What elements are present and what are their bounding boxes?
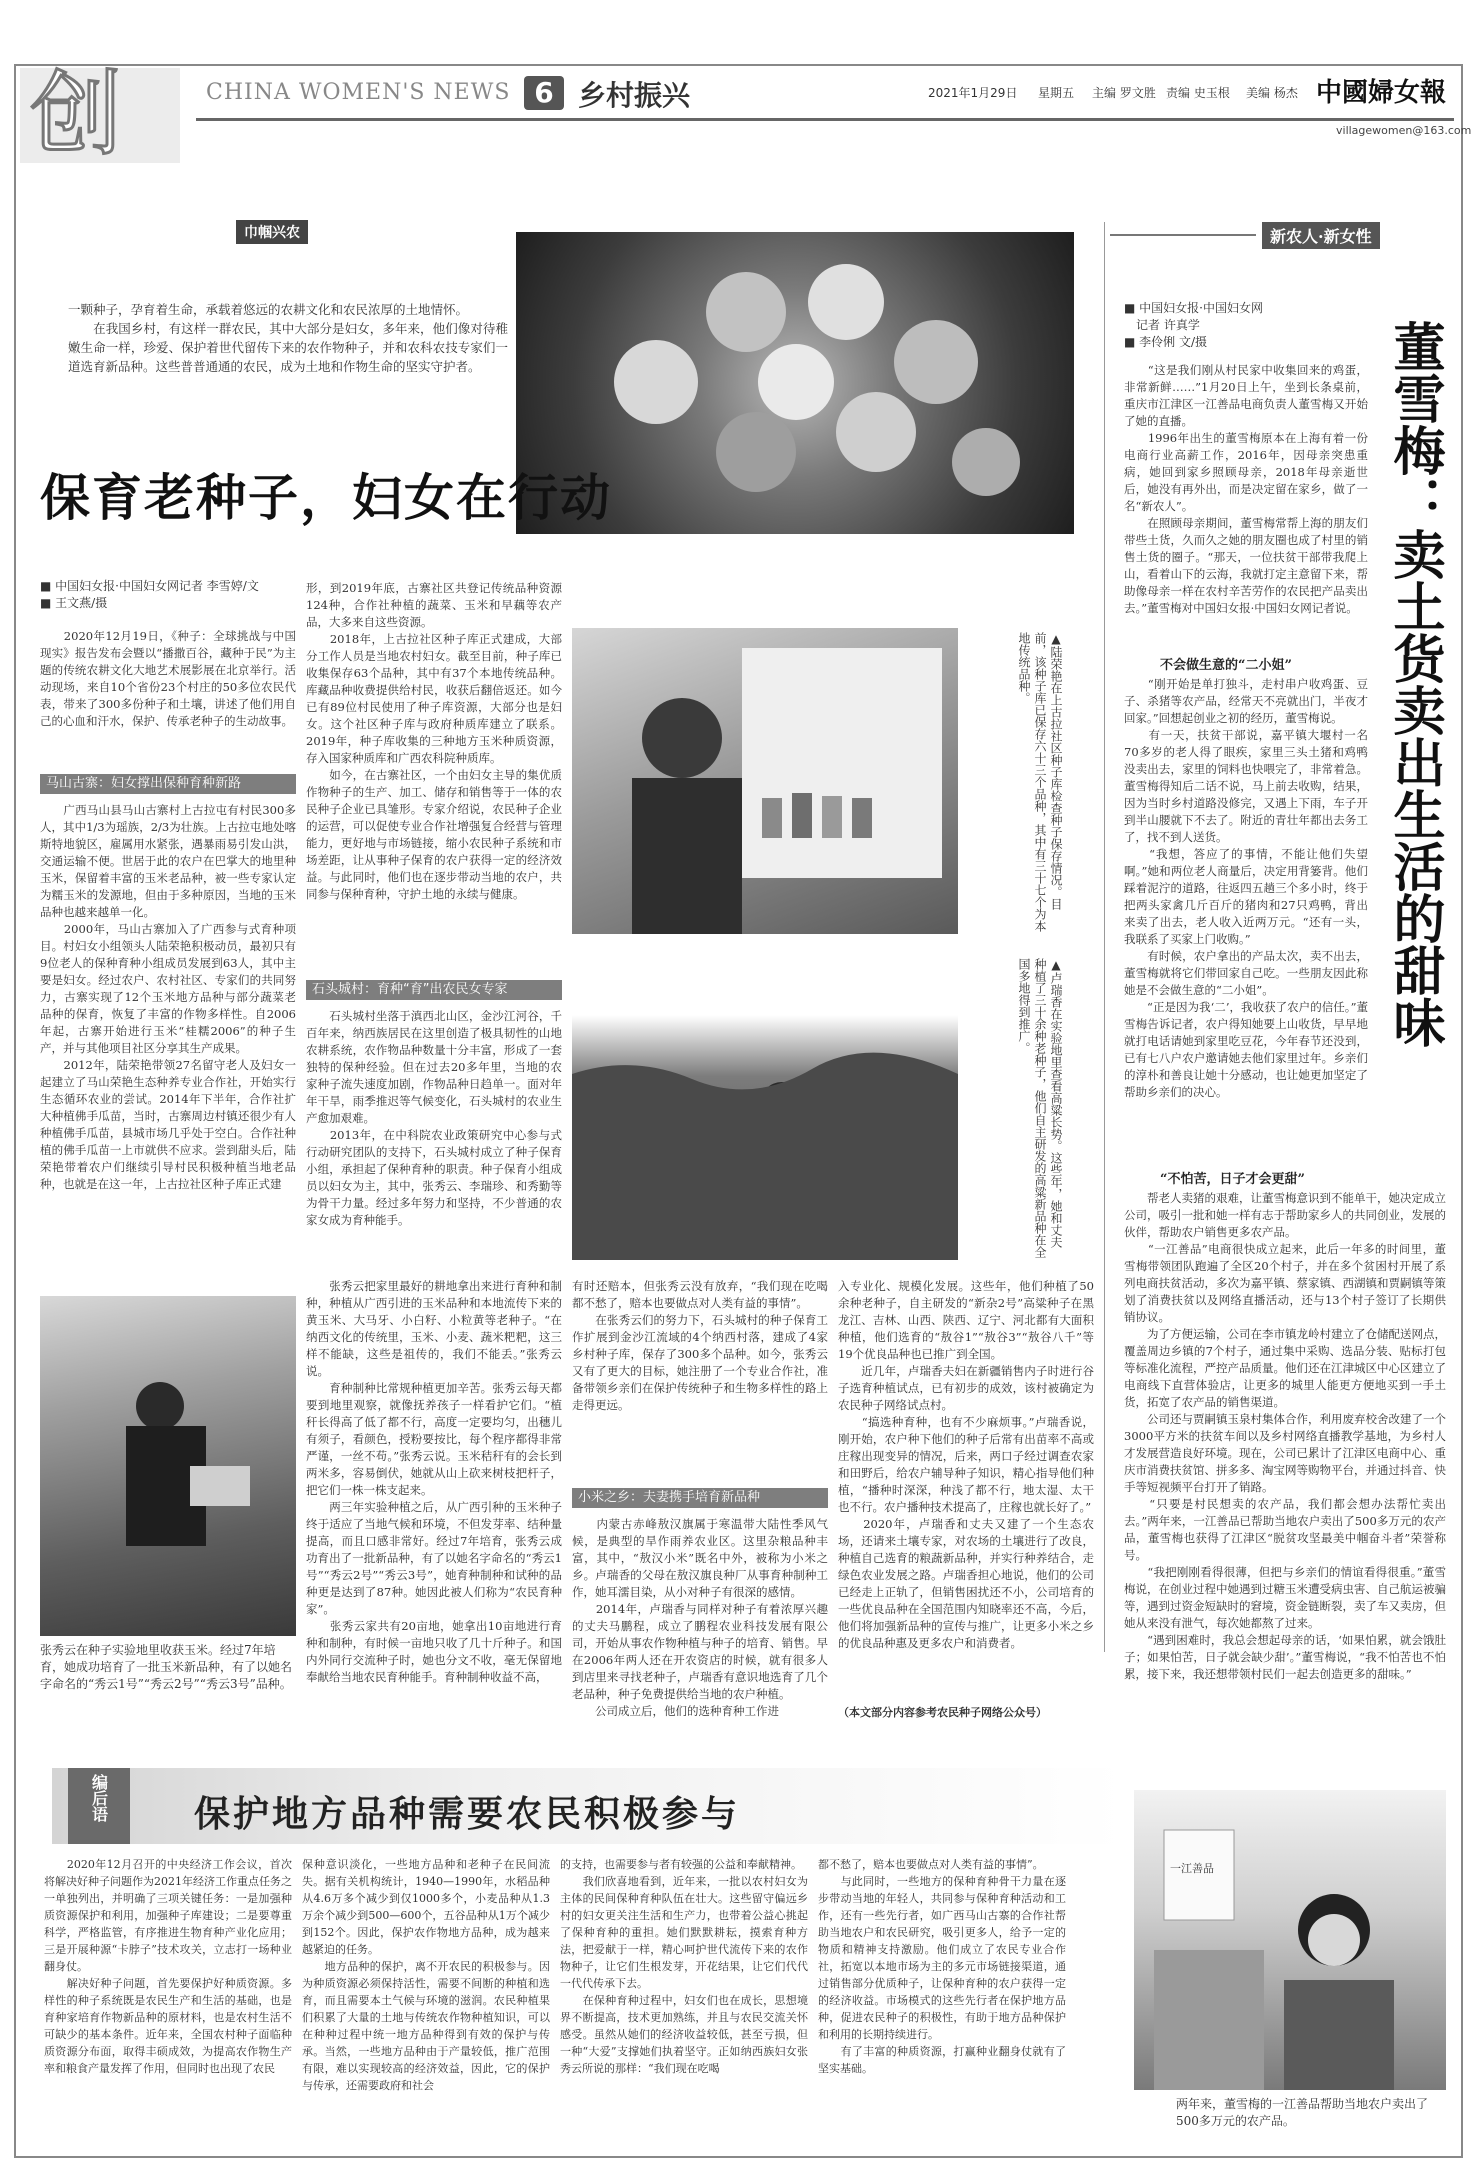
caption-sorghum: ▲卢瑞香在实验地里查看高粱长势。这些年，她和丈夫种植了三十余种老种子，他们自主研发的高粱新品种在全国多地得到推广。: [1017, 958, 1063, 1258]
byline-left: ■ 中国妇女报·中国妇女网记者 李雪婷/文 ■ 王文燕/摄: [40, 579, 259, 610]
page-number: 6: [534, 76, 554, 109]
right-column-rule: [1104, 222, 1105, 1652]
right-subhead-1: 不会做生意的“二小姐”: [1160, 658, 1292, 673]
sorghum-illustration: [572, 954, 958, 1260]
article-col2-p2: 石头城村坐落于滇西北山区，金沙江河谷，千百年来，纳西族居民在这里创造了极具韧性的山地农耕系统，农作物品种数量十分丰富，形成了一套独特的保种经验。但在过去20多年里，当地的农家种子流失速度加剧，作物品种日趋单一。面对年年干旱，雨季推迟等气候变化，石头城村的农业生产愈加艰难。 2013年，在中科院农业政策研究中心参与式行动研究团队的支持下，石头城村成立了种子保育小组，承担起了保种育种的职责。种子保育小组成员以妇女为主，其中，张秀云、李瑞珍、和秀勤等为骨干力量。经过多年努力和坚持，不少普通的农家女成为育种能手。: [306, 1009, 562, 1227]
section-email: villagewomen@163.com: [1336, 124, 1472, 137]
editorial-banner: [52, 1768, 1124, 1844]
page-number-badge: [524, 76, 564, 110]
portrait-illustration: [1134, 1790, 1446, 2090]
duty-editor: 责编 史玉根: [1166, 86, 1230, 100]
right-p1: “这是我们刚从村民家中收集回来的鸡蛋，非常新鲜……”1月20日上午，坐到长条桌前，重庆市江津区一江善品电商负责人董雪梅又开始了她的直播。 1996年出生的董雪梅原本在上海有着一份电商行业高薪工作，2016年，因母亲突患重病，她回到家乡照顾母亲，2018年母亲逝世后，她没有再外出，而是决定留在家乡，做了一名“新农人”。 在照顾母亲期间，董雪梅常帮上海的朋友们带些土货，久而久之她的朋友圈也成了村里的销售土货的圈子。“那天，一位扶贫干部带我爬上山，看着山下的云海，我就打定主意留下来，帮助像母亲一样在农村辛苦劳作的农民把产品卖出去。”董雪梅对中国妇女报·中国妇女网记者说。: [1124, 363, 1368, 615]
issue-date: 2021年1月29日: [928, 86, 1018, 100]
article-col1-p1: 2020年12月19日，《种子：全球挑战与中国现实》报告发布会暨以“播撒百谷，藏种于民”为主题的传统农耕文化大地艺术展影展在北京举行。活动现场，来自10个省份23个村庄的50多位农民代表，带来了300多份种子和土壤，讲述了他们用自己的心血和汗水，保护、传承老种子的生动故事。: [40, 629, 296, 728]
seed-bank-illustration: [572, 628, 958, 934]
article-col2-p1: 形，到2019年底，古寨社区共登记传统品种资源124种，合作社种植的蔬菜、玉米和早藕等农产品，大多来自这些资源。 2018年，上古拉社区种子库正式建成，大部分工作人员是当地农村妇女。截至目前，种子库已收集保存63个品种，其中有37个本地传统品种。库藏品种收费提供给村民，收获后翻倍返还。如今已有89位村民使用了种子库资源，大部分也是妇女。这个社区种子库与政府种质库建立了联系。2019年，种子库收集的三种地方玉米种质资源，存入国家种质库和广西农科院种质库。 如今，在古寨社区，一个由妇女主导的集优质作物种子的生产、加工、储存和销售等于一体的农民种子企业已具雏形。专家介绍说，农民种子企业的运营，可以促使专业合作社增强复合经营与管理能力，更好地与市场链接，缩小农民种子系统和市场差距，让从事种子保育的农户获得一定的经济效益。与此同时，他们也在逐步带动当地的农户，共同参与保种育种，守护土地的永续与健康。: [306, 581, 562, 901]
article-col3-p1: 张秀云把家里最好的耕地拿出来进行育种和制种，种植从广西引进的玉米品种和本地流传下来的黄玉米、大马牙、小白籽、小粒黄等老种子。“在纳西文化的传统里，玉米、小麦、蔬米粑粑，这三样不能缺，这些是祖传的，我们不能丢。”张秀云说。 育种制种比常规种植更加辛苦。张秀云每天都要到地里观察，就像抚养孩子一样看护它们。“植秆长得高了低了都不行，高度一定要均匀，出穗儿有须子，看颜色，授粉要按比，每个程序都得非常严谨，一丝不苟。”张秀云说。玉米秸秆有的会长到两米多，容易倒伏，她就从山上砍来树枝把杆子，把它们一株一株支起来。 两三年实验种植之后，从广西引种的玉米种子终于适应了当地气候和环境，不但发芽率、结种量提高，而且口感非常好。经过7年培育，张秀云成功育出了一批新品种，有了以她名字命名的“秀云1号”“秀云2号”“秀云3号”，她育种制种和试种的品种更是达到了87种。她因此被人们称为“农民育种家”。 张秀云家共有20亩地，她拿出10亩地进行育种和制种，有时候一亩地只收了几十斤种子。和国内外同行交流种子时，她也分文不收，毫无保留地奉献给当地农民育种能手。育种制种收益不高，: [306, 1279, 562, 1684]
caption-dong-xuemei: 两年来，董雪梅的一江善品帮助当地农户卖出了500多万元的农产品。: [1176, 2097, 1429, 2128]
article-col5-note: （本文部分内容参考农民种子网络公众号）: [838, 1706, 1047, 1719]
english-title: CHINA WOMEN'S NEWS: [206, 80, 511, 105]
editorial-col2: 保种意识淡化，一些地方品种和老种子在民间流失。据有关机构统计，1940—1990年，水稻品种从4.6万多个减少到仅1000多个，小麦品种从1.3万余个减少到500—600个，五谷品种从1万个减少到152个。因此，保护农作物地方品种，成为越来越紧迫的任务。 地方品种的保护，离不开农民的积极参与。因为种质资源必须保持活性，需要不间断的种植和选育，而且需要本土气候与环境的滋润。农民种植果们积累了大量的土地与传统农作物种植知识，可以在种种过程中统一地方品种得到有效的保护与传承。当然，一些地方品种由于产量较低，推广范围有限，难以实现较高的经济效益，因此，它的保护与传承，还需要政府和社会: [302, 1858, 550, 2092]
editorial-title: 保护地方品种需要农民积极参与: [194, 1793, 741, 1835]
intro-paragraph: 一颗种子，孕育着生命，承载着悠远的农耕文化和农民浓厚的土地情怀。 在我国乡村，有这样一群农民，其中大部分是妇女，多年来，他们像对待稚嫩生命一样，珍爱、保护着世代留传下来的农作物种子，并和农科农技专家们一道选育新品种。这些普普通通的农民，成为土地和作物生命的坚实守护者。: [68, 302, 508, 374]
article-col5-p1: 入专业化、规模化发展。这些年，他们种植了50余种老种子，自主研发的“新杂2号”高粱种子在黑龙江、吉林、山西、陕西、辽宁、河北都有大面积种植，他们选育的“敖谷1”“敖谷3”“敖谷八千”等19个优良品种也已推广到全国。 近几年，卢瑞香夫妇在新疆销售内子时进行谷子选育种植试点，已有初步的成效，该村被确定为农民种子网络试点村。 “搞选种育种，也有不少麻烦事。”卢瑞香说，刚开始，农户种下他们的种子后常有出苗率不高或庄稼出现变异的情况，后来，两口子经过调查农家和田野后，给农户辅导种子知识，精心指导他们种植，“播种时深深，种浅了都不行，地太湿、太干也不行。农户播种技术提高了，庄稼也就长好了。” 2020年，卢瑞香和丈夫又建了一个生态农场，还请来土壤专家，对农场的土壤进行了改良，种植自己选育的粮蔬新品种，并实行种养结合，走绿色农业发展之路。卢瑞香担心地说，他们的公司已经走上正轨了，但销售困扰还不小，公司培育的一些优良品种在全国范围内知晓率还不高，今后，他们将加强新品种的宣传与推广，让更多小米之乡的优良品种惠及更多农户和消费者。: [838, 1279, 1094, 1650]
caption-corn-harvest: 张秀云在种子实验地里收获玉米。经过7年培育，她成功培育了一批玉米新品种，有了以她名字命名的“秀云1号”“秀云2号”“秀云3号”品种。: [40, 1643, 293, 1691]
photo-sorghum-field: [572, 954, 958, 1260]
corn-illustration: [40, 1296, 296, 1636]
issue-weekday: 星期五: [1038, 86, 1075, 100]
subhead-xiaomi: 小米之乡：夫妻携手培育新品种: [572, 1488, 828, 1508]
column-tag-right-text: 新农人·新女性: [1270, 227, 1372, 246]
photo-dong-xuemei: [1134, 1790, 1446, 2090]
column-tag-text: 巾帼兴农: [244, 225, 300, 241]
chief-editor: 主编 罗文胜: [1092, 86, 1156, 100]
article-col4-p2: 内蒙古赤峰敖汉旗属于寒温带大陆性季风气候，是典型的旱作雨养农业区。这里杂粮品种丰富，其中，“敖汉小米”既名中外，被称为小米之乡。卢瑞香的父母在敖汉旗良种厂从事育种制种工作，她耳濡目染，从小对种子有很深的感情。 2014年，卢瑞香与同样对种子有着浓厚兴趣的丈夫马鹏程，成立了鹏程农业科技发展有限公司，开始从事农作物种植与种子的培育、销售。早在2006年两人还在开农资店的时候，就有很多人到店里来寻找老种子，卢瑞香有意识地选育了几个老品种，种子免费提供给当地的农户种植。 公司成立后，他们的选种育种工作进: [572, 1517, 828, 1718]
article-col1-p2: 广西马山县马山古寨村上古拉屯有村民300多人，其中1/3为瑶族，2/3为壮族。上古拉屯地处喀斯特地貌区，雇属用水紧张，遇暴雨易引发山洪，交通运输不便。世居于此的农户在巴掌大的地里种玉米，保留着丰富的玉米老品种，被一些专家认定为糯玉米的发源地，但由于多种原因，当地的玉米品种也越来越单一化。 2000年，马山古寨加入了广西参与式育种项目。村妇女小组领头人陆荣艳积极动员，最初只有9位老人的保种育种小组成员发展到63人，其中主要是妇女。经过农户、农村社区、专家们的共同努力，古寨实现了12个玉米地方品种与部分蔬菜老品种的保育，恢复了丰富的作物多样性。自2006年起，古寨开始进行玉米“桂糯2006”的种子生产，并与其他项目社区分享其生产成果。 2012年，陆荣艳带领27名留守老人及妇女一起建立了马山荣艳生态种养专业合作社，开始实行生态循环农业的尝试。2014年下半年，合作社扩大种植佛手瓜苗，当时，古寨周边村镇还很少有人种植佛手瓜苗，县城市场几乎处于空白。合作社种植的佛手瓜苗一上市就供不应求。尝到甜头后，陆荣艳带着农户们继续引导村民积极种植当地老品种，也就是在这一年，上古拉社区种子库正式建: [40, 803, 296, 1191]
column-tag-xinnongren: [1262, 222, 1380, 249]
byline-right: ■ 中国妇女报·中国妇女网 记者 许真学 ■ 李伶俐 文/摄: [1124, 301, 1263, 349]
editorial-col1: 2020年12月召开的中央经济工作会议，首次将解决好种子问题作为2021年经济工作重点任务之一单独列出，并明确了三项关键任务：一是加强种质资源保护和利用，加强种子库建设；二是要尊重科学，严格监管，有序推进生物育种产业化应用；三是开展种源“卡脖子”技术攻关，立志打一场种业翻身仗。 解决好种子问题，首先要保护好种质资源。多样性的种子系统既是农民生产和生活的基础，也是育种家培育作物新品种的原材料，也是农村生活不可缺少的基本条件。近年来，全国农村种子面临种质资源分布面，取得丰硕成效，为提高农作物生产率和粮食产量发挥了作用，但同时也出现了农民: [44, 1858, 292, 2075]
masthead: [16, 61, 1472, 168]
editorial-tag-box: [68, 1768, 130, 1844]
subhead-shitoucheng: 石头城村：育种“育”出农民女专家: [306, 980, 562, 1000]
masthead-rule: [196, 118, 1454, 121]
right-subhead-2: “不怕苦，日子才会更甜”: [1160, 1172, 1305, 1187]
right-tag-rule: [1110, 234, 1256, 236]
editorial-col4: 都不愁了，赔本也要做点对人类有益的事情”。 与此同时，一些地方的保种育种骨干力量在逐步带动当地的年轻人，共同参与保种育种活动和工作，还有一些先行者，如广西马山古寨的合作社帮助当地农户和农民研究，吸引更多人，给予一定的物质和精神支持激励。他们成立了农民专业合作社，拓宽以本地市场为主的多元市场链接渠道，通过销售部分优质种子，让保种育种的农户获得一定的经济收益。市场模式的这些先行者在保护地方品种，促进农民种子的积极性，有助于地方品种保护和利用的长期持续进行。 有了丰富的种质资源，打赢种业翻身仗就有了坚实基础。: [818, 1858, 1066, 2075]
main-headline: 保育老种子，妇女在行动: [40, 468, 612, 527]
art-editor: 美编 杨杰: [1246, 86, 1298, 100]
section-title: 乡村振兴: [578, 79, 691, 112]
subhead-mashan: 马山古寨：妇女撑出保种育种新路: [40, 774, 296, 794]
editorial-col3: 的支持，也需要参与者有较强的公益和奉献精神。 我们欣喜地看到，近年来，一批以农村妇女为主体的民间保种育种队伍在壮大。这些留守偏远乡村的妇女更关注生活和生产力，也带着公益心挑起了保种育种的重担。她们默默耕耘，摸索育种方法，把爱献于一样，精心呵护世代流传下来的农作物种子，让它们生根发芽，开花结果，让它们代代一代代传承下去。 在保种育种过程中，妇女们也在成长，思想境界不断提高，技术更加熟练，并且与农民交流关怀感受。虽然从她们的经济收益较低，甚至亏损，但一种“大爱”支撑她们执着坚守。正如纳西族妇女张秀云所说的那样：“我们现在吃喝: [560, 1858, 808, 2075]
chuang-logo: [20, 61, 180, 168]
right-headline: 董雪梅：卖土货卖出生活的甜味: [1384, 320, 1445, 1048]
right-p2: “刚开始是单打独斗，走村串户收鸡蛋、豆子、杀猪等农产品，经常天不亮就出门，半夜才回家。”回想起创业之初的经历，董雪梅说。 有一天，扶贫干部说，嘉平镇大堰村一名70多岁的老人得了眼疾，家里三头土猪和鸡鸭没卖出去，家里的饲料也快喂完了，非常着急。董雪梅得知后二话不说，马上前去收购，结果，因为当时乡村道路没修完，又遇上下雨，车子开到半山腰就下不去了。附近的青壮年都出去务工了，找不到人送货。 “我想，答应了的事情，不能让他们失望啊。”她和两位老人商量后，决定用背篓背。他们踩着泥泞的道路，往返四五趟三个多小时，终于把两头家禽几斤百斤的猪肉和27只鸡鸭，背出来卖了出去，老人收入近两万元。“还有一头，我联系了买家上门收购。” 有时候，农户拿出的产品太次，卖不出去，董雪梅就将它们带回家自己吃。一些朋友因此称她是不会做生意的“二小姐”。 “正是因为我‘二’，我收获了农户的信任。”董雪梅告诉记者，农户得知她要上山收货，早早地就打电话请她到家里吃豆花，今年春节还没到，已有七八户农户邀请她去他们家里过年。乡亲们的淳朴和善良让她十分感动，也让她更加坚定了帮助乡亲们的决心。: [1124, 677, 1368, 1099]
column-tag-jinguo: [236, 220, 308, 244]
editorial-tag: 编后语: [89, 1774, 109, 1822]
photo-corn-harvest: [40, 1296, 296, 1636]
product-box-label: 一江善品: [1170, 1862, 1214, 1875]
photo-seed-bank: [572, 628, 958, 934]
caption-seed-bank: ▲陆荣艳在上古拉社区种子库检查种子保存情况。目前，该种子库已保存六十三个品种，其中有三十七个为本地传统品种。: [1017, 632, 1063, 932]
newspaper-logo: 中國婦女報: [1316, 78, 1447, 108]
chuang-glyph: 创: [30, 61, 123, 168]
article-col4-p1: 有时还赔本，但张秀云没有放弃，“我们现在吃喝都不愁了，赔本也要做点对人类有益的事情”。 在张秀云们的努力下，石头城村的种子保育工作扩展到金沙江流域的4个纳西村落，建成了4家乡村种子库，保存了300多个品种。如今，张秀云又有了更大的目标，她注册了一个专业合作社，准备带领乡亲们在保护传统种子和生物多样性的路上走得更远。: [572, 1279, 828, 1412]
right-p3: 帮老人卖猪的艰难，让董雪梅意识到不能单干，她决定成立公司，吸引一批和她一样有志于帮助家乡人的共同创业，发展的伙伴，帮助农户销售更多农产品。 “一江善品”电商很快成立起来，此后一年多的时间里，董雪梅带领团队跑遍了全区20个村子，并在多个贫困村开展了系列电商扶贫活动，多次为嘉平镇、蔡家镇、西湖镇和贾嗣镇等策划了消费扶贫以及网络直播活动，还与13个村子签订了长期供销协议。 为了方便运输，公司在李市镇龙岭村建立了仓储配送网点，覆盖周边乡镇的7个村子，通过集中采购、选品分装、贴标打包等标准化流程，严控产品质量。他们还在江津城区中心区建立了电商线下直营体验店，让更多的城里人能更方便地买到一手土货，拓宽了农产品的销售渠道。 公司还与贾嗣镇玉泉村集体合作，利用废弃校舍改建了一个3000平方米的扶贫车间以及乡村网络直播教学基地，为乡村人才发展营造良好环境。现在，公司已累计了江津区电商中心、重庆市消费扶贫馆、拼多多、淘宝网等购物平台，并通过抖音、快手等短视频平台打开了销路。 “只要是村民想卖的农产品，我们都会想办法帮忙卖出去。”两年来，一江善品已帮助当地农户卖出了500多万元的农产品，董雪梅也获得了江津区“脱贫攻坚最美中帼奋斗者”荣誉称号。 “我把刚刚看得很薄，但把与乡亲们的情谊看得很重。”董雪梅说，在创业过程中她遇到过糖玉米遭受病虫害、自己航运被骗等，遇到过资金短缺时的窘境，资金链断裂，卖了车又卖房，但她从来没有泄气，每次她都熬了过来。 “遇到困难时，我总会想起母亲的话，‘如果怕累，就会饿肚子；如果怕苦，日子就会缺少甜’。”董雪梅说，“我不怕苦也不怕累，接下来，我还想带领村民们一起去创造更多的甜味。”: [1124, 1191, 1446, 1681]
